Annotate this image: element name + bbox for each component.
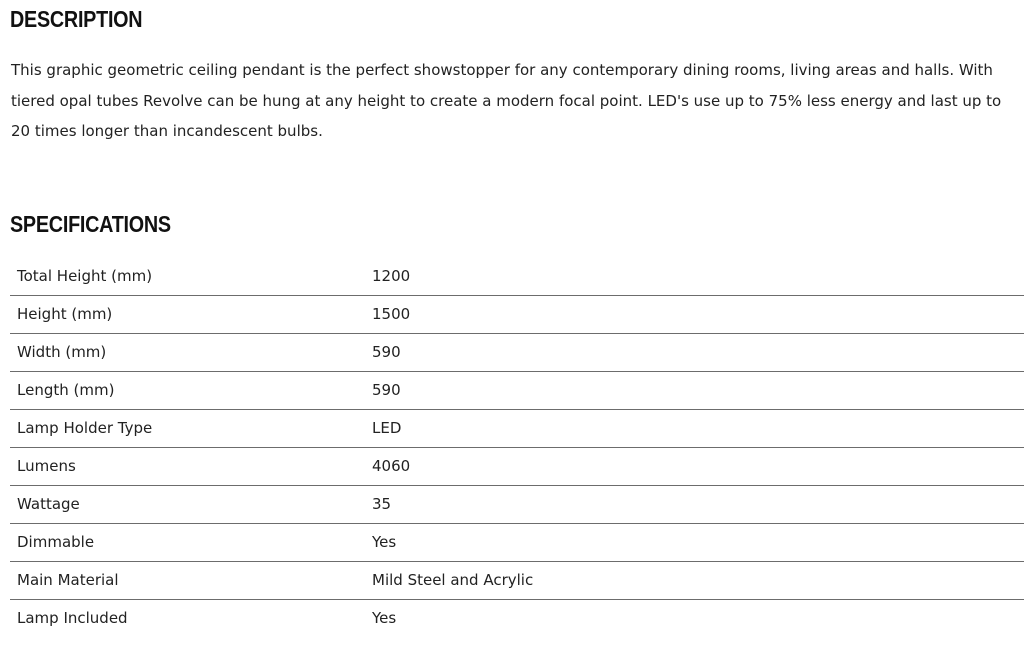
spec-value: LED: [365, 409, 1024, 447]
spec-label: Width (mm): [10, 333, 365, 371]
spec-value: 590: [365, 371, 1024, 409]
spec-label: Height (mm): [10, 295, 365, 333]
spec-value: 590: [365, 333, 1024, 371]
specifications-table: [10, 257, 1024, 637]
spec-row-lamp-included: [10, 599, 1024, 637]
spec-value: 35: [365, 485, 1024, 523]
spec-row-total-height: [10, 257, 1024, 295]
spec-label: Lumens: [10, 447, 365, 485]
spec-row-length: [10, 371, 1024, 409]
spec-row-main-material: [10, 561, 1024, 599]
spec-value: 1200: [365, 257, 1024, 295]
spec-value: 1500: [365, 295, 1024, 333]
spec-row-lumens: [10, 447, 1024, 485]
spec-label: Wattage: [10, 485, 365, 523]
spec-row-wattage: [10, 485, 1024, 523]
specifications-heading: SPECIFICATIONS: [10, 211, 171, 237]
description-text: This graphic geometric ceiling pendant is the perfect showstopper for any contemporary dining rooms, living areas and halls. With tiered opal tubes Revolve can be hung at any height to create a modern focal point. LED's use up to 75% less energy and last up to 20 times longer than incandescent bulbs.: [11, 61, 1002, 140]
spec-label: Main Material: [10, 561, 365, 599]
spec-label: Lamp Holder Type: [10, 409, 365, 447]
spec-row-width: [10, 333, 1024, 371]
spec-value: Yes: [365, 523, 1024, 561]
spec-value: Mild Steel and Acrylic: [365, 561, 1024, 599]
spec-row-dimmable: [10, 523, 1024, 561]
description-heading: DESCRIPTION: [10, 6, 143, 32]
spec-row-lamp-holder-type: [10, 409, 1024, 447]
spec-label: Length (mm): [10, 371, 365, 409]
spec-label: Dimmable: [10, 523, 365, 561]
spec-label: Total Height (mm): [10, 257, 365, 295]
spec-value: 4060: [365, 447, 1024, 485]
spec-label: Lamp Included: [17, 609, 128, 628]
spec-row-height: [10, 295, 1024, 333]
spec-value: Yes: [372, 609, 397, 628]
